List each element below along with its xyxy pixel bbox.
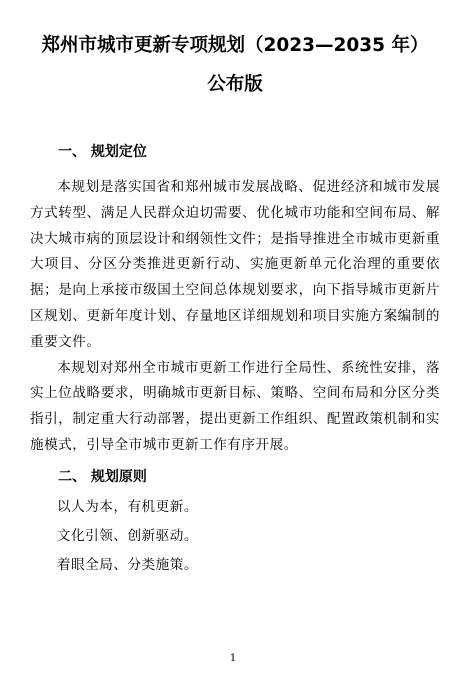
document-title: 郑州市城市更新专项规划（2023—2035 年） (41, 35, 429, 56)
section-heading-positioning: 一、 规划定位 (58, 144, 147, 160)
principles-list (30, 493, 440, 580)
paragraph-positioning-1: 本规划是落实国省和郑州城市发展战略、促进经济和城市发展方式转型、满足人民群众迫切需要、优化城市功能和空间布局、解决大城市病的顶层设计和纲领性文件；是指导推进全市城市更新重大项目、分区分类推进更新行动、实施更新单元化治理的重要依据；是向上承接市级国土空间总体规划要求，向下指导城市更新片区规划、更新年度计划、存量地区详细规划和项目实施方案编制的重要文件。 (30, 179, 440, 350)
section-heading-principles: 二、 规划原则 (58, 468, 147, 485)
list-item: 文化引领、创新驱动。 (57, 527, 198, 544)
page-number: 1 (229, 653, 237, 664)
document-subtitle: 公布版 (207, 74, 263, 95)
list-item: 着眼全局、分类施策。 (57, 556, 198, 573)
paragraph-positioning-2: 本规划对郑州全市城市更新工作进行全局性、系统性安排，落实上位战略要求，明确城市更新目标、策略、空间布局和分区分类指引，制定重大行动部署，提出更新工作组织、配置政策机制和实施模式，引导全市城市更新工作有序开展。 (30, 359, 440, 453)
list-item: 以人为本，有机更新。 (57, 498, 198, 515)
